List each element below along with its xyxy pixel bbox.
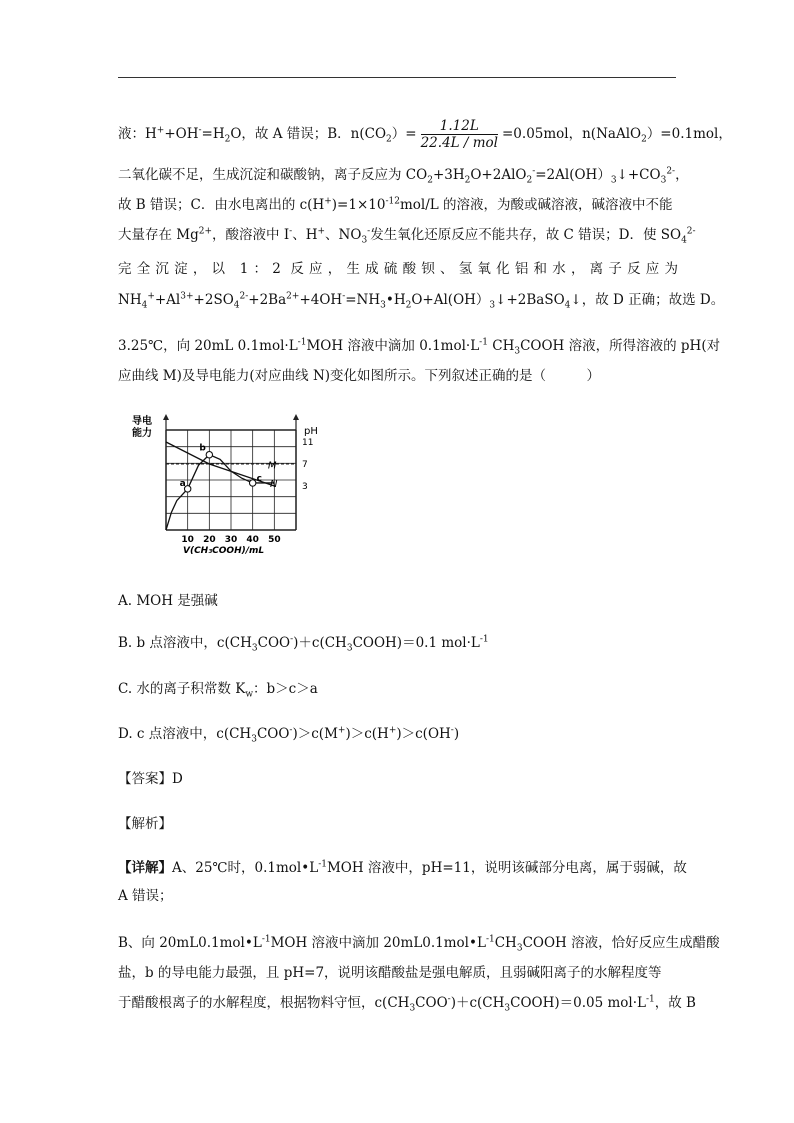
answer-line: 【答案】D [118,771,183,787]
x-tick-label: 50 [268,535,281,545]
analysis-title: 【解析】 [118,816,172,832]
question-line-2: 应曲线 M)及导电能力(对应曲线 N)变化如图所示。下列叙述正确的是（ ） [118,368,601,384]
volume-fraction: $\frac{1.12L}{\text{22.4L / mol}}$ [420,118,498,151]
curve-M-label: M [267,460,277,472]
point-b [206,452,212,458]
option-a[interactable]: A. MOH 是强碱 [118,593,218,609]
option-c[interactable]: C. 水的离子积常数 $K_w$：b＞c＞a [118,681,318,700]
detail-line-5: 于醋酸根离子的水解程度，根据物料守恒，$c(CH_3COO^-)+c(CH_3COOH)=0.05$ $mol\cdot L^{-1}$，故 B [118,994,696,1014]
right-tick-label: 3 [302,482,308,492]
x-tick-label: 30 [224,535,238,545]
right-tick-label: 7 [302,460,308,470]
solution-line-5: 完全沉淀，以 1：2 反应，生成硫酸钡、氢氧化铝和水，离子反应为 [118,261,678,277]
solution-line-4: 大量存在 $Mg^{2+}$，酸溶液中 I-、H+、$NO_3^-$发生氧化还原反应不能共存，故 C 错误；D．使 $SO_4^{2-}$ [118,226,696,246]
option-d[interactable]: D. c 点溶液中，$c(CH_3COO^-)>c(M^+)>c(H^+)>c(OH^-)$ [118,725,460,745]
x-tick-label: 20 [203,535,216,545]
solution-line-1: 液：$H^++OH^-=H_2O$，故 A 错误；B．$n(CO_2)=$ $\frac{1.12L}{\text{22.4L / mol}}$ =0.05mol，n(NaAlO$_2$）=0.1mol， [118,118,732,151]
chart-curves [166,442,278,530]
point-label-c: c [256,473,263,484]
x-axis-label: V(CH₃COOH)/mL [183,546,265,556]
curve-N-label: N [270,478,278,490]
header-rule [118,77,676,78]
solution-line-6: $NH_4^++Al^{3+}+2SO_4^{2-}+2Ba^{2+}+4OH^-=NH_3•H_2O+Al(OH)_3↓+2BaSO_4↓$，故 D 正确；故选 D。 [118,291,725,311]
x-tick-label: 10 [181,535,194,545]
x-tick-label: 40 [246,535,259,545]
point-label-b: b [199,443,206,454]
titration-chart [128,410,328,560]
option-b[interactable]: B. b 点溶液中，$c(CH_3COO^-)+c(CH_3COOH)=0.1$ $mol\cdot L^{-1}$ [118,634,489,654]
detail-line-2: A 错误； [118,888,173,904]
point-label-a: a [179,478,186,489]
solution-line-3: 故 B 错误；C．由水电离出的 $c(H^+)=1\times 10^{-12}mol/L$ 的溶液，为酸或碱溶液，碱溶液中不能 [118,196,673,213]
y-right-arrow [293,414,299,420]
curve-N [166,455,274,530]
right-tick-labels [302,438,313,492]
right-tick-label: 11 [302,438,314,448]
detail-line-1: 【详解】A、25℃时，$0.1mol•L^{-1}MOH$ 溶液中，pH=11，说明该碱部分电离，属于弱碱，故 [118,859,687,876]
question-line-1: 3.25℃，向 20mL $0.1mol\cdot L^{-1}MOH$ 溶液中滴加 $0.1mol\cdot L^{-1}$ $CH_3COOH$ 溶液，所得溶液的 pH(对 [118,337,721,357]
y-left-label-line1: 导电 [132,416,152,427]
detail-line-4: 盐，b 的导电能力最强，且 pH=7，说明该醋酸盐是强电解质，且弱碱阳离子的水解程度等 [118,965,662,981]
point-c [249,480,255,486]
y-left-label-line2: 能力 [132,428,152,439]
y-left-arrow [163,414,169,420]
detail-line-3: B、向 $20mL0.1mol•L^{-1}MOH$ 溶液中滴加 $20mL0.1mol•L^{-1}CH_3COOH$ 溶液，恰好反应生成醋酸 [118,934,720,954]
y-right-label: pH [304,426,318,437]
x-tick-labels [181,535,280,545]
solution-line-2: 二氧化碳不足，生成沉淀和碳酸钠，离子反应为 $CO_2+3H_2O+2AlO_2^-=2Al(OH)_3↓+CO_3^{2-}$， [118,166,689,186]
